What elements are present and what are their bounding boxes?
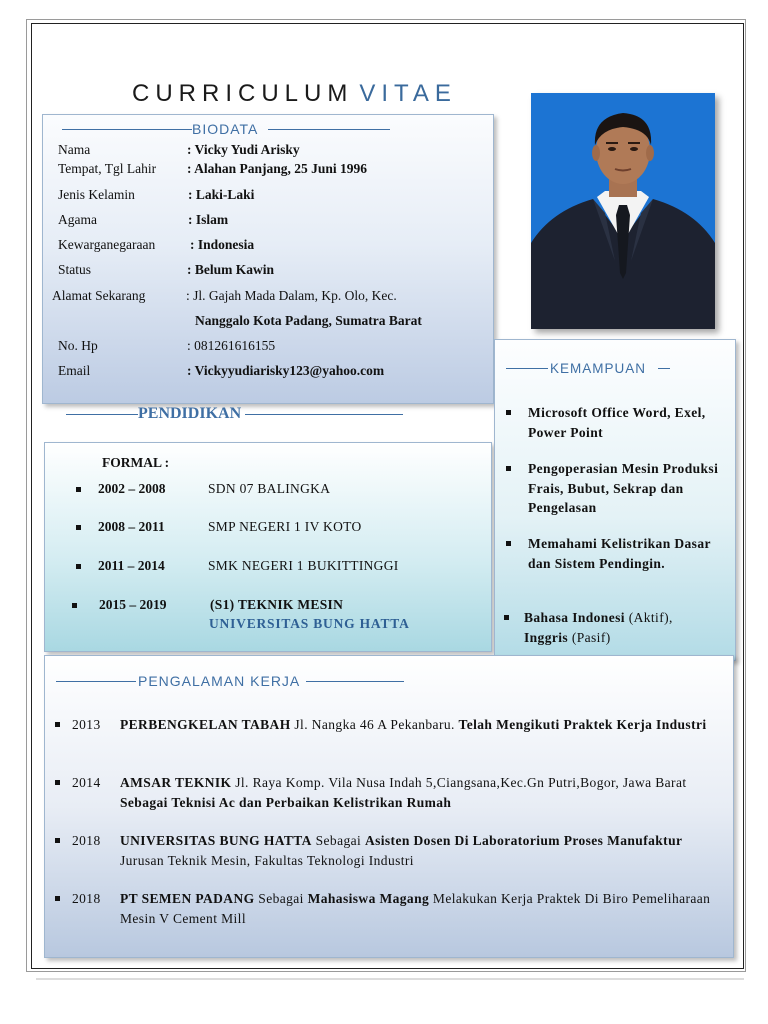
skill-lang-1: Bahasa Indonesi [524, 610, 625, 625]
heading-rule [66, 414, 138, 415]
experience-role: Mahasiswa Magang [307, 891, 430, 906]
experience-heading [56, 673, 404, 689]
experience-company: AMSAR TEKNIK [120, 775, 232, 790]
experience-detail: Jl. Raya Komp. Vila Nusa Indah 5,Ciangsana,Kec.Gn Putri,Bogor, Jawa Barat [231, 775, 687, 790]
biodata-value: : Vickyyudiarisky123@yahoo.com [187, 363, 385, 378]
education-item [76, 481, 330, 497]
biodata-label: Jenis Kelamin [58, 187, 135, 202]
biodata-value: : Islam [188, 212, 229, 227]
experience-company: UNIVERSITAS BUNG HATTA [120, 833, 312, 848]
education-item [76, 519, 362, 535]
bullet-icon [506, 541, 511, 546]
biodata-label: Agama [58, 212, 97, 227]
biodata-value: : Indonesia [190, 237, 255, 252]
biodata-value: : Laki-Laki [188, 187, 255, 202]
skills-heading-text: KEMAMPUAN [550, 361, 647, 376]
experience-detail: Sebagai [311, 833, 365, 848]
education-school: SMP NEGERI 1 IV KOTO [208, 519, 362, 534]
heading-rule [62, 129, 192, 130]
experience-heading-text: PENGALAMAN KERJA [138, 673, 301, 689]
bullet-icon [55, 896, 60, 901]
experience-extra: Jurusan Teknik Mesin, Fakultas Teknologi Industri [120, 852, 414, 868]
experience-role: Asisten Dosen Di Laboratorium Proses Manufaktur [364, 833, 683, 848]
education-school: SMK NEGERI 1 BUKITTINGGI [208, 558, 399, 573]
experience-year: 2013 [72, 717, 101, 732]
experience-role: Sebagai Teknisi Ac dan Perbaikan Kelistrikan Rumah [120, 794, 452, 810]
skill-text [524, 608, 719, 647]
heading-rule [268, 129, 390, 130]
biodata-value: : Vicky Yudi Arisky [187, 142, 300, 157]
education-years: 2002 – 2008 [98, 481, 166, 496]
biodata-label: Status [58, 262, 92, 277]
bullet-icon [55, 722, 60, 727]
experience-body [120, 715, 715, 735]
heading-rule [306, 681, 404, 682]
biodata-label: Tempat, Tgl Lahir [58, 161, 157, 176]
skill-text: Memahami Kelistrikan Dasar dan Sistem Pendingin. [528, 536, 711, 571]
biodata-heading [62, 121, 390, 137]
experience-detail: Jl. Nangka 46 A Pekanbaru. [290, 717, 459, 732]
experience-body [120, 889, 715, 928]
skill-text: Pengoperasian Mesin Produksi Frais, Bubut, Sekrap dan Pengelasan [528, 461, 719, 515]
education-heading [66, 405, 403, 423]
experience-extra: Melakukan Kerja Praktek Di Biro Pemeliharaan Mesin V Cement Mill [120, 891, 711, 926]
biodata-value: : Belum Kawin [187, 262, 275, 277]
bullet-icon [506, 466, 511, 471]
biodata-value: : 081261616155 [187, 338, 276, 353]
education-school: (S1) TEKNIK MESIN [210, 597, 344, 612]
education-school: SDN 07 BALINGKA [208, 481, 331, 496]
biodata-label: Nama [58, 142, 91, 157]
page-bottom-line [36, 978, 744, 980]
bullet-icon [55, 780, 60, 785]
education-item [72, 597, 343, 613]
education-formal-label: FORMAL : [102, 455, 170, 470]
biodata-label: Email [58, 363, 91, 378]
profile-photo-image [531, 93, 715, 329]
bullet-icon [76, 487, 81, 492]
skill-lang-2: Inggris [524, 629, 569, 645]
skill-lang-2-level: (Pasif) [568, 629, 611, 645]
bullet-icon [55, 838, 60, 843]
bullet-icon [72, 603, 77, 608]
experience-company: PERBENGKELAN TABAH [120, 717, 291, 732]
biodata-label: Kewarganegaraan [58, 237, 156, 252]
education-years: 2008 – 2011 [98, 519, 165, 534]
biodata-value: : Alahan Panjang, 25 Juni 1996 [187, 161, 368, 176]
bullet-icon [504, 615, 509, 620]
experience-detail: Sebagai [254, 891, 308, 906]
biodata-value: : Jl. Gajah Mada Dalam, Kp. Olo, Kec. [186, 288, 397, 303]
education-item [76, 558, 399, 574]
cv-title [132, 80, 457, 108]
biodata-value: Nanggalo Kota Padang, Sumatra Barat [195, 313, 422, 328]
heading-rule [245, 414, 403, 415]
experience-role: Telah Mengikuti Praktek Kerja Industri [458, 717, 707, 732]
experience-year: 2014 [72, 775, 101, 790]
biodata-label: Alamat Sekarang [52, 288, 146, 303]
biodata-label: No. Hp [58, 338, 98, 353]
experience-body [120, 831, 715, 870]
experience-year: 2018 [72, 891, 101, 906]
heading-rule [658, 368, 670, 369]
experience-company: PT SEMEN PADANG [120, 891, 255, 906]
cv-title-accent: VITAE [359, 80, 457, 107]
education-years: 2011 – 2014 [98, 558, 165, 573]
experience-body [120, 773, 715, 812]
profile-photo [531, 93, 715, 329]
education-years: 2015 – 2019 [99, 597, 167, 612]
experience-year: 2018 [72, 833, 101, 848]
cv-title-main: CURRICULUM [132, 80, 354, 107]
education-university: UNIVERSITAS BUNG HATTA [209, 616, 410, 631]
bullet-icon [76, 564, 81, 569]
education-heading-text: PENDIDIKAN [138, 405, 242, 422]
skills-heading [506, 361, 670, 376]
skill-text: Microsoft Office Word, Exel, Power Point [528, 405, 706, 440]
bullet-icon [506, 410, 511, 415]
skill-lang-1-level: (Aktif), [624, 610, 673, 625]
heading-rule [506, 368, 548, 369]
biodata-heading-text: BIODATA [192, 121, 259, 137]
heading-rule [56, 681, 136, 682]
bullet-icon [76, 525, 81, 530]
